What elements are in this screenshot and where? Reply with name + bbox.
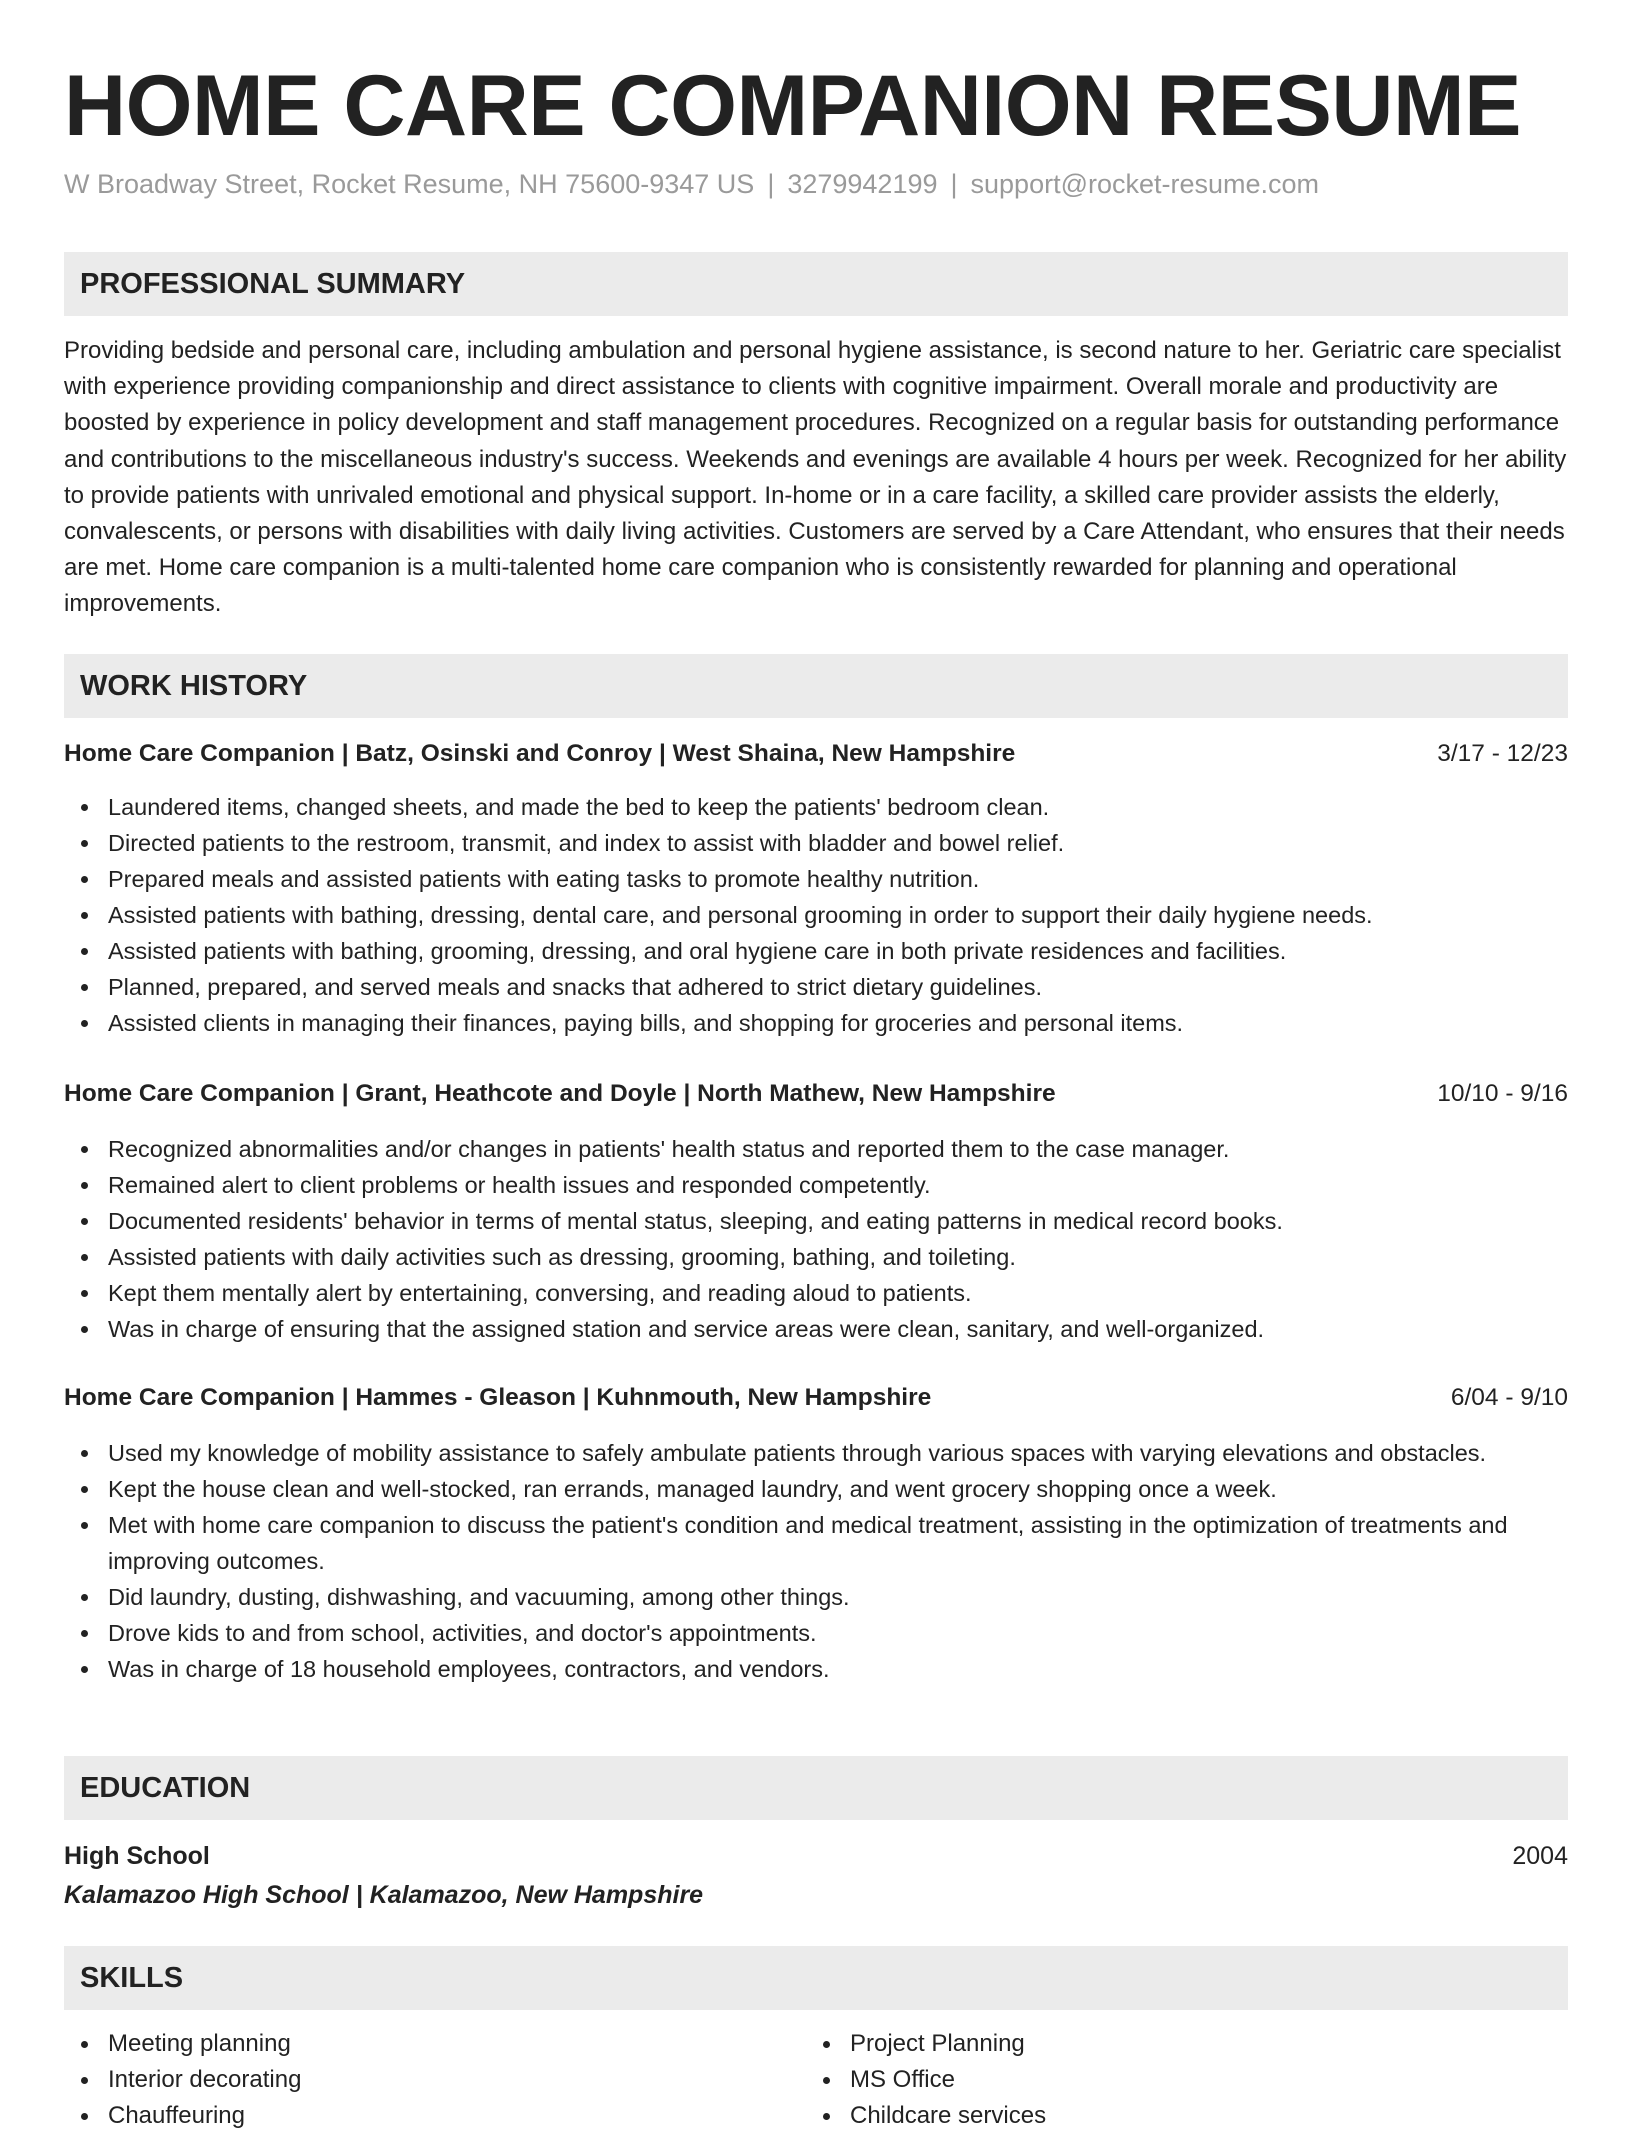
job-bullet: Assisted patients with daily activities such as dressing, grooming, bathing, and toileting. <box>64 1239 1568 1275</box>
job-bullet-list <box>64 1435 1568 1687</box>
work-section-header <box>64 654 1568 718</box>
contact-address: W Broadway Street, Rocket Resume, NH 75600-9347 US <box>64 169 755 199</box>
contact-separator: | <box>767 169 775 199</box>
contact-phone: 3279942199 <box>787 169 938 199</box>
skills-list-left <box>64 2026 764 2134</box>
skill-item: Chauffeuring <box>64 2098 764 2134</box>
job-bullet: Recognized abnormalities and/or changes in patients' health status and reported them to the case manager. <box>64 1131 1568 1167</box>
job-dates: 3/17 - 12/23 <box>1437 740 1568 767</box>
job-bullet: Kept them mentally alert by entertaining, conversing, and reading aloud to patients. <box>64 1275 1568 1311</box>
resume-name-heading: HOME CARE COMPANION RESUME <box>64 58 1522 154</box>
job-bullet: Kept the house clean and well-stocked, ran errands, managed laundry, and went grocery shopping once a week. <box>64 1471 1568 1507</box>
job-title: Home Care Companion | Hammes - Gleason | Kuhnmouth, New Hampshire <box>64 1384 932 1411</box>
education-section-header <box>64 1756 1568 1820</box>
job-bullet: Was in charge of ensuring that the assigned station and service areas were clean, sanitary, and well-organized. <box>64 1311 1568 1347</box>
job-bullet: Prepared meals and assisted patients with eating tasks to promote healthy nutrition. <box>64 861 1568 897</box>
education-degree: High School <box>64 1842 210 1870</box>
education-year: 2004 <box>1512 1842 1568 1870</box>
summary-section-header <box>64 252 1568 316</box>
education-school: Kalamazoo High School | Kalamazoo, New Hampshire <box>64 1881 704 1909</box>
job-bullet: Documented residents' behavior in terms of mental status, sleeping, and eating patterns in medical record books. <box>64 1203 1568 1239</box>
job-bullet: Laundered items, changed sheets, and made the bed to keep the patients' bedroom clean. <box>64 789 1568 825</box>
skills-heading: SKILLS <box>80 1962 184 1994</box>
education-heading: EDUCATION <box>80 1772 251 1804</box>
job-dates: 6/04 - 9/10 <box>1450 1384 1568 1411</box>
skills-section-header <box>64 1946 1568 2010</box>
job-bullet: Assisted clients in managing their finances, paying bills, and shopping for groceries and personal items. <box>64 1005 1568 1041</box>
work-heading: WORK HISTORY <box>80 670 308 702</box>
skill-item: MS Office <box>806 2062 1506 2098</box>
job-bullet: Drove kids to and from school, activities, and doctor's appointments. <box>64 1615 1568 1651</box>
job-title: Home Care Companion | Grant, Heathcote and Doyle | North Mathew, New Hampshire <box>64 1080 1056 1107</box>
job-bullet: Remained alert to client problems or health issues and responded competently. <box>64 1167 1568 1203</box>
summary-text: Providing bedside and personal care, including ambulation and personal hygiene assistance, is second nature to her. Geriatric care specialist with experience providing companionship and direct assistance to clients with cognitive impairment. Overall morale and productivity are boosted by experience in policy development and staff management procedures. Recognized on a regular basis for outstanding performance and contributions to the miscellaneous industry's success. Weekends and evenings are available 4 hours per week. Recognized for her ability to provide patients with unrivaled emotional and physical support. In-home or in a care facility, a skilled care provider assists the elderly, convalescents, or persons with disabilities with daily living activities. Customers are served by a Care Attendant, who ensures that their needs are met. Home care companion is a multi-talented home care companion who is consistently rewarded for planning and operational improvements. <box>64 337 1567 618</box>
job-bullet: Assisted patients with bathing, grooming, dressing, and oral hygiene care in both private residences and facilities. <box>64 933 1568 969</box>
job-bullet: Used my knowledge of mobility assistance to safely ambulate patients through various spaces with varying elevations and obstacles. <box>64 1435 1568 1471</box>
contact-separator: | <box>950 169 958 199</box>
skill-item: Interior decorating <box>64 2062 764 2098</box>
job-bullet-list <box>64 1131 1568 1347</box>
job-title: Home Care Companion | Batz, Osinski and Conroy | West Shaina, New Hampshire <box>64 740 1016 767</box>
skills-list-right <box>806 2026 1506 2134</box>
job-header <box>64 1380 1568 1416</box>
contact-email[interactable]: support@rocket-resume.com <box>970 169 1320 199</box>
education-header <box>64 1838 1568 1874</box>
summary-heading: PROFESSIONAL SUMMARY <box>80 268 466 300</box>
skill-item: Project Planning <box>806 2026 1506 2062</box>
job-header <box>64 1076 1568 1112</box>
job-bullet-list <box>64 789 1568 1041</box>
job-bullet: Did laundry, dusting, dishwashing, and vacuuming, among other things. <box>64 1579 1568 1615</box>
skill-item: Meeting planning <box>64 2026 764 2062</box>
job-header <box>64 736 1568 772</box>
contact-line <box>64 166 1319 202</box>
skill-item: Childcare services <box>806 2098 1506 2134</box>
job-bullet: Assisted patients with bathing, dressing, dental care, and personal grooming in order to support their daily hygiene needs. <box>64 897 1568 933</box>
job-bullet: Met with home care companion to discuss the patient's condition and medical treatment, assisting in the optimization of treatments and improving outcomes. <box>64 1507 1568 1579</box>
job-dates: 10/10 - 9/16 <box>1437 1080 1568 1107</box>
job-bullet: Was in charge of 18 household employees, contractors, and vendors. <box>64 1651 1568 1687</box>
job-bullet: Directed patients to the restroom, transmit, and index to assist with bladder and bowel relief. <box>64 825 1568 861</box>
job-bullet: Planned, prepared, and served meals and snacks that adhered to strict dietary guidelines. <box>64 969 1568 1005</box>
